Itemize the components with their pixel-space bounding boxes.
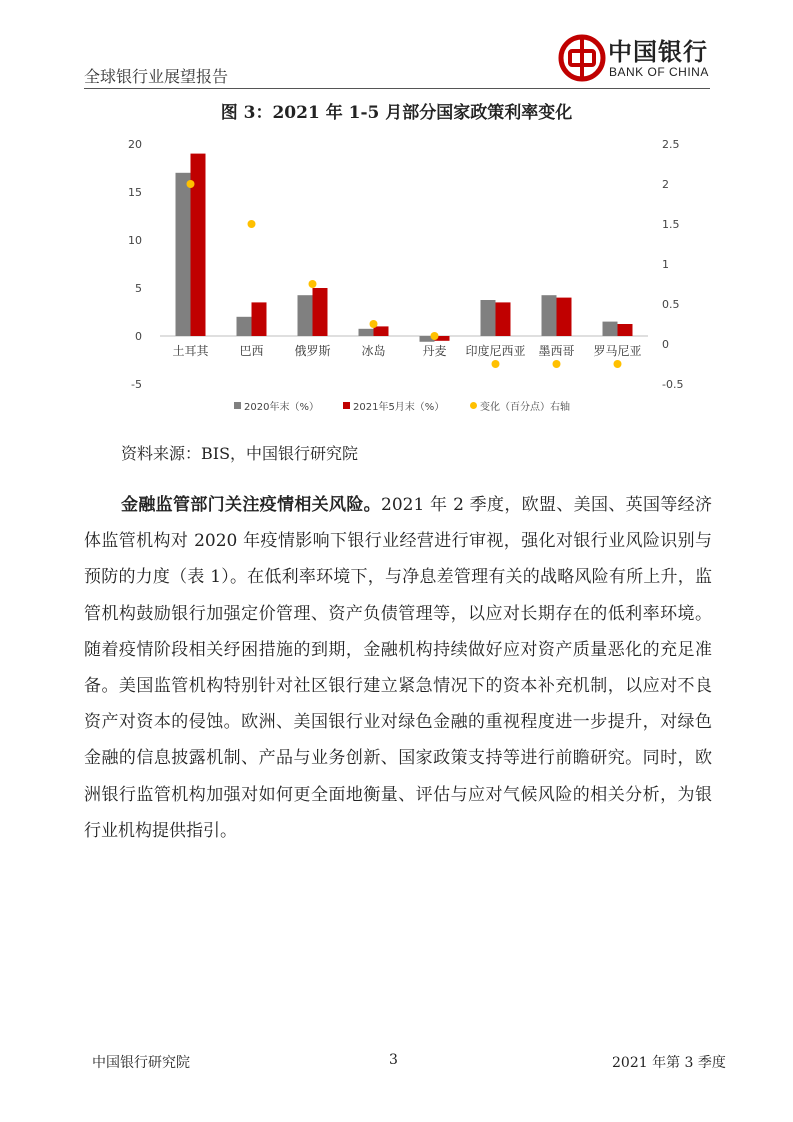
change-dot [309, 280, 317, 288]
body-paragraph [84, 487, 712, 849]
change-dot [492, 360, 500, 368]
category-label: 巴西 [239, 344, 264, 358]
y-right-tick-label: 2.5 [662, 138, 680, 151]
category-label: 罗马尼亚 [593, 344, 642, 358]
figure-title: 图 3：2021 年 1-5 月部分国家政策利率变化 [220, 103, 573, 123]
y-right-tick-label: 2 [662, 178, 669, 191]
paragraph-text: 2021 年 2 季度，欧盟、美国、英国等经济体监管机构对 2020 年疫情影响下银行业经营进行审视，强化对银行业风险识别与预防的力度（表 1）。在低利率环境下，与净息差管理有关的战略风险有所上升，监管机构鼓励银行加强定价管理、资产负债管理等，以应对长期存在的低利率环境。随着疫情阶段相关纾困措施的到期，金融机构持续做好应对资产质量恶化的充足准备。美国监管机构特别针对社区银行建立紧急情况下的资本补充机制，以应对不良资产对资本的侵蚀。欧洲、美国银行业对绿色金融的重视程度进一步提升，对绿色金融的信息披露机制、产品与业务创新、国家政策支持等进行前瞻研究。同时，欧洲银行监管机构加强对如何更全面地衡量、评估与应对气候风险的相关分析，为银行业机构提供指引。 [84, 495, 713, 841]
y-right-tick-label: 1.5 [662, 218, 680, 231]
category-label: 印度尼西亚 [465, 344, 526, 358]
bar-end-2020 [237, 317, 252, 336]
y-right-tick-label: 1 [662, 258, 669, 271]
bar-may-2021 [557, 298, 572, 336]
report-title: 全球银行业展望报告 [84, 67, 229, 86]
footer-period: 2021 年第 3 季度 [612, 1055, 726, 1071]
bar-end-2020 [176, 173, 191, 336]
bar-end-2020 [359, 329, 374, 336]
y-left-tick-label: 0 [135, 330, 142, 343]
legend-swatch [343, 402, 350, 409]
category-label: 墨西哥 [538, 344, 575, 358]
y-left-tick-label: 5 [135, 282, 142, 295]
paragraph-lead: 金融监管部门关注疫情相关风险。 [121, 495, 382, 515]
change-dot [187, 180, 195, 188]
bar-may-2021 [618, 324, 633, 336]
change-dot [370, 320, 378, 328]
category-label: 丹麦 [422, 344, 447, 358]
y-right-tick-label: 0 [662, 338, 669, 351]
legend-label: 变化（百分点）右轴 [480, 402, 570, 413]
chart-bars [176, 154, 633, 342]
legend-swatch [234, 402, 241, 409]
legend-label: 2021年5月末（%） [353, 402, 445, 413]
header-rule [84, 88, 710, 89]
bar-may-2021 [252, 302, 267, 336]
bar-may-2021 [374, 326, 389, 336]
bank-logo-name-cn: 中国银行 [608, 37, 708, 66]
change-dot [431, 332, 439, 340]
figure-source: 资料来源：BIS，中国银行研究院 [121, 444, 359, 463]
y-left-tick-label: -5 [131, 378, 142, 391]
y-right-tick-label: 0.5 [662, 298, 680, 311]
change-dot [248, 220, 256, 228]
y-left-tick-label: 15 [128, 186, 142, 199]
category-label: 俄罗斯 [294, 344, 331, 358]
footer-page-number: 3 [389, 1052, 398, 1068]
bar-may-2021 [313, 288, 328, 336]
y-left-tick-label: 10 [128, 234, 142, 247]
chart-labels [172, 343, 641, 358]
bar-may-2021 [496, 302, 511, 336]
change-dot [614, 360, 622, 368]
category-label: 冰岛 [361, 344, 386, 358]
chart-legend [234, 400, 570, 413]
bar-end-2020 [542, 295, 557, 336]
policy-rate-chart [84, 128, 704, 428]
category-label: 土耳其 [172, 344, 209, 358]
bar-end-2020 [298, 295, 313, 336]
legend-label: 2020年末（%） [244, 402, 319, 413]
bank-logo-name-en: BANK OF CHINA [609, 65, 709, 79]
y-left-tick-label: 20 [128, 138, 142, 151]
bar-end-2020 [481, 300, 496, 336]
footer-org: 中国银行研究院 [92, 1055, 190, 1071]
bar-end-2020 [603, 322, 618, 336]
change-dot [553, 360, 561, 368]
legend-swatch [470, 402, 477, 409]
chart-dots [187, 180, 622, 368]
y-right-tick-label: -0.5 [662, 378, 684, 391]
